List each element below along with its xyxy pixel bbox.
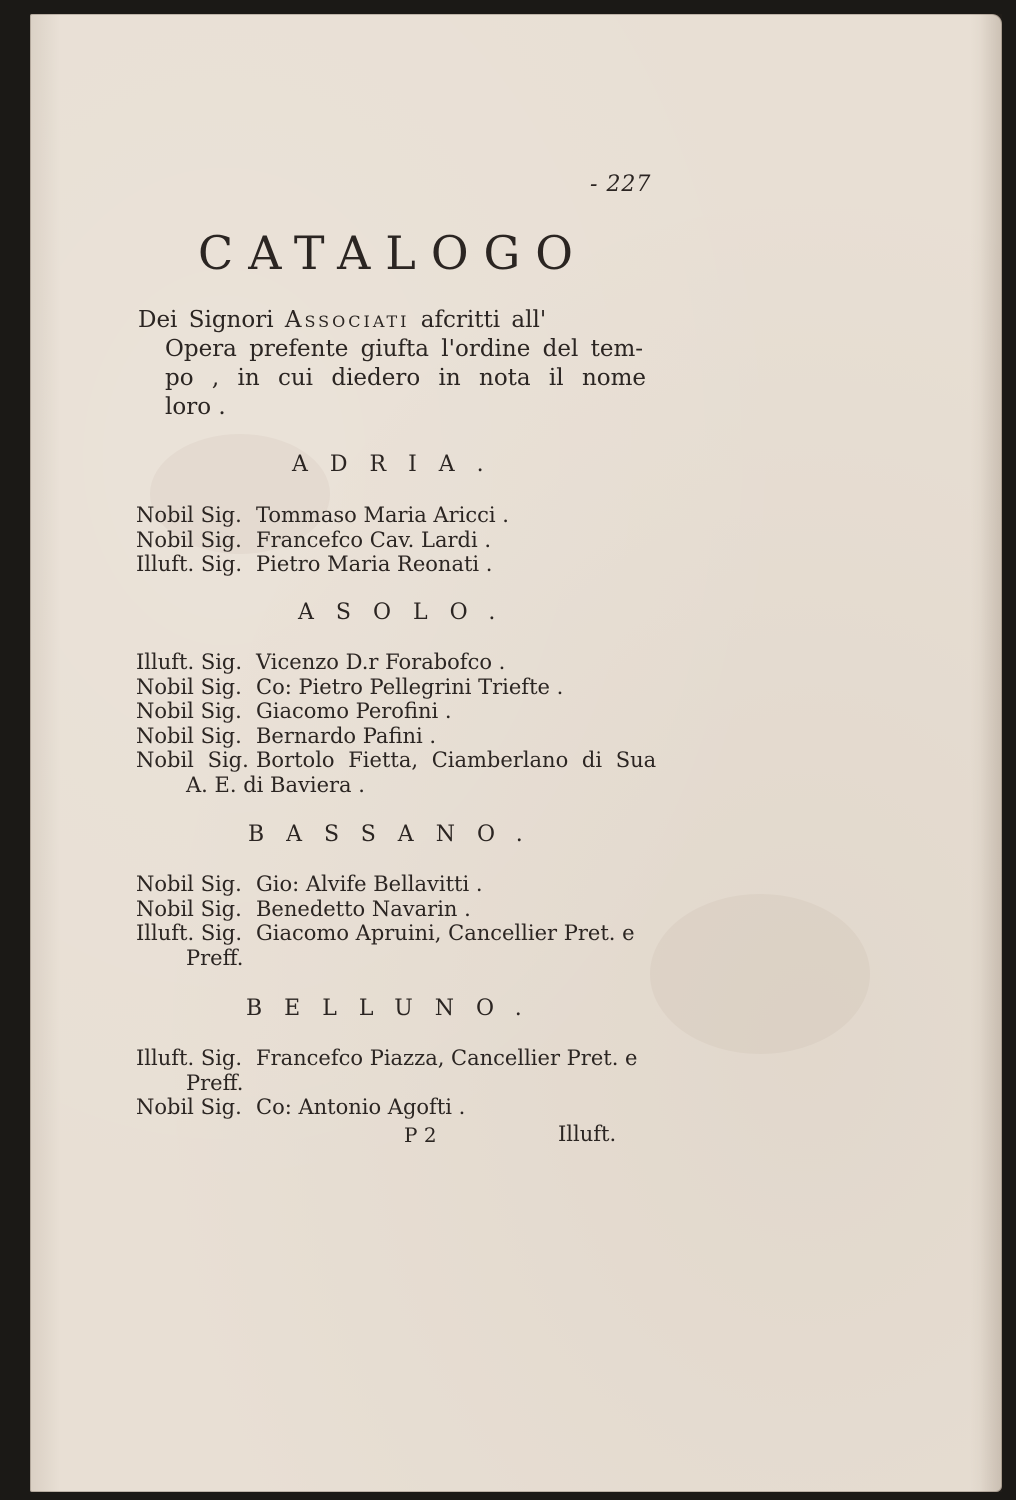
subscriber-entry — [136, 552, 656, 577]
section-heading-bassano: BASSANO. — [248, 822, 545, 847]
signature-mark: P 2 — [404, 1123, 437, 1147]
subscriber-entry — [136, 724, 656, 749]
entry-title: Nobil Sig. — [136, 872, 242, 896]
subtitle-associati: Associati — [284, 307, 410, 333]
subscriber-entry — [136, 1046, 656, 1071]
section-entries-bassano — [136, 872, 656, 970]
subscriber-entry — [136, 528, 656, 553]
subtitle-line: Opera prefente giufta l'ordine del tem- — [165, 336, 644, 362]
entry-title: Illuft. Sig. — [136, 921, 243, 946]
catchword: Illuft. — [558, 1122, 617, 1146]
subscriber-entry — [136, 872, 656, 897]
entry-continuation: Preff. — [186, 945, 244, 970]
page-edge-shadow — [980, 14, 1002, 1492]
entry-title: Illuft. Sig. — [136, 552, 243, 577]
subtitle-text: afcritti all' — [409, 307, 547, 333]
entry-title: Nobil Sig. — [136, 1095, 242, 1120]
entry-title: Illuft. Sig. — [136, 650, 243, 674]
entry-title: Nobil Sig. — [136, 527, 242, 552]
subscriber-entry — [136, 650, 656, 675]
entry-name: Giacomo Apruini, Cancellier Pret. e — [256, 921, 635, 946]
entry-name: Vicenzo D.r Forabofco . — [256, 650, 506, 674]
section-heading-adria: ADRIA. — [292, 452, 506, 477]
subtitle-line: loro . — [165, 394, 226, 420]
subscriber-entry — [136, 503, 656, 528]
entry-name: Co: Pietro Pellegrini Triefte . — [256, 674, 564, 699]
section-heading-asolo: ASOLO. — [298, 600, 518, 625]
subtitle-text: Dei Signori — [138, 307, 285, 333]
subtitle-line: po , in cui diedero in nota il nome — [165, 365, 647, 391]
section-entries-belluno — [136, 1046, 656, 1120]
subscriber-entry — [136, 1095, 656, 1120]
page-number — [590, 172, 651, 197]
subscriber-entry — [136, 897, 656, 922]
subscriber-entry — [136, 748, 656, 773]
page-number-value: 227 — [606, 172, 652, 197]
entry-name: Francefco Cav. Lardi . — [256, 527, 492, 552]
section-heading-belluno: BELLUNO. — [246, 996, 544, 1021]
section-entries-asolo — [136, 650, 656, 798]
entry-name: Benedetto Navarin . — [256, 896, 471, 921]
entry-title: Nobil Sig. — [136, 748, 249, 773]
entry-title: Nobil Sig. — [136, 674, 242, 699]
section-entries-adria — [136, 503, 656, 577]
entry-name: Francefco Piazza, Cancellier Pret. e — [256, 1046, 638, 1070]
subtitle-line — [138, 306, 652, 335]
entry-title: Nobil Sig. — [136, 896, 242, 921]
entry-title: Nobil Sig. — [136, 723, 242, 748]
page-number-dash: - — [590, 172, 599, 197]
entry-name: Tommaso Maria Aricci . — [256, 503, 509, 527]
entry-title: Nobil Sig. — [136, 503, 242, 527]
entry-name: Bernardo Pafini . — [256, 723, 437, 748]
entry-title: Nobil Sig. — [136, 699, 242, 724]
entry-name: Bortolo Fietta, Ciamberlano di Sua — [256, 748, 657, 773]
paper-stain — [650, 894, 870, 1054]
entry-name: Pietro Maria Reonati . — [256, 552, 493, 577]
entry-name: Gio: Alvife Bellavitti . — [256, 872, 483, 896]
entry-continuation: Preff. — [186, 1070, 244, 1095]
subscriber-entry — [136, 675, 656, 700]
subtitle — [138, 306, 652, 422]
entry-title: Illuft. Sig. — [136, 1046, 243, 1070]
subscriber-entry — [136, 921, 656, 946]
subscriber-entry — [136, 699, 656, 724]
entry-continuation: A. E. di Baviera . — [186, 772, 365, 797]
entry-name: Co: Antonio Agofti . — [256, 1095, 466, 1120]
page-title: CATALOGO — [198, 226, 589, 280]
entry-name: Giacomo Perofini . — [256, 699, 452, 724]
